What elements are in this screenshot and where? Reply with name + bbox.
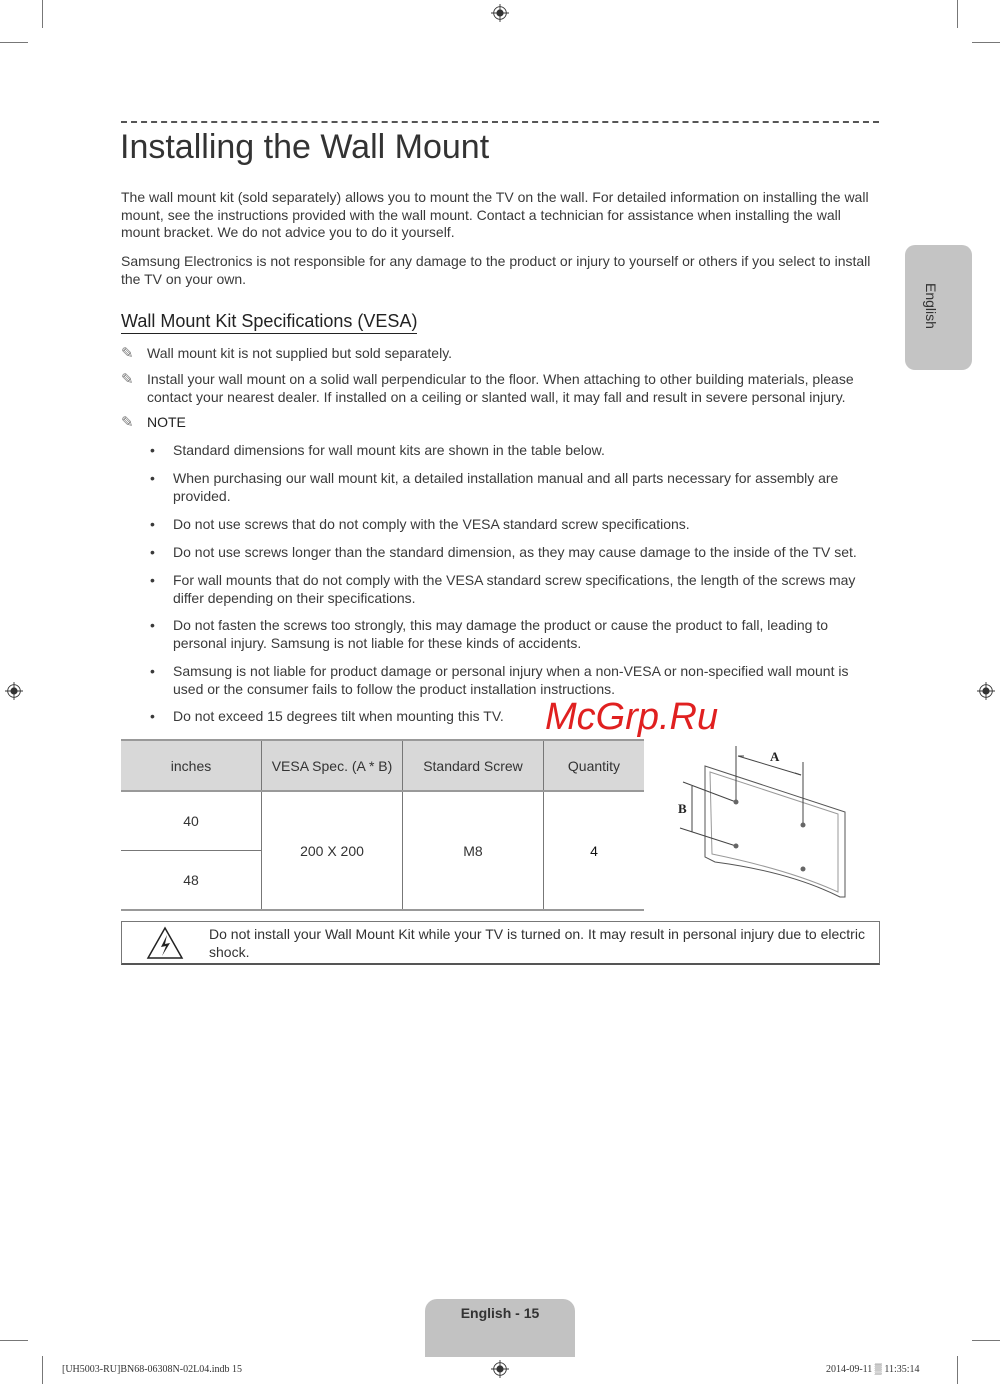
crop-mark	[0, 42, 28, 43]
print-slug-date: 2014-09-11 ▒ 11:35:14	[826, 1364, 920, 1375]
vesa-cell: 200 X 200	[262, 791, 403, 910]
warning-text: Do not install your Wall Mount Kit while your TV is turned on. It may result in personal injury due to electric shock.	[209, 926, 865, 960]
crop-mark	[957, 1356, 958, 1384]
bullet-item: • Samsung is not liable for product damage or personal injury when a non-VESA or non-specified wall mount is used or the consumer fails to follow the product installation instructions.	[150, 663, 878, 698]
bullet-text: When purchasing our wall mount kit, a detailed installation manual and all parts necessary for assembly are provided.	[173, 470, 839, 504]
intro-paragraph: Samsung Electronics is not responsible for any damage to the product or injury to yourself or others if you select to install the TV on your own.	[121, 253, 871, 287]
note-text: Install your wall mount on a solid wall perpendicular to the floor. When attaching to other building materials, please contact your nearest dealer. If installed on a ceiling or slanted wall, it may fall and result in severe personal injury.	[147, 371, 854, 405]
column-header: VESA Spec. (A * B)	[262, 740, 403, 791]
size-cell: 40	[121, 791, 262, 851]
bullet-item: • Do not use screws that do not comply with the VESA standard screw specifications.	[150, 516, 878, 534]
bullet-item: • Do not use screws longer than the standard dimension, as they may cause damage to the inside of the TV set.	[150, 544, 878, 562]
crop-mark	[42, 1356, 43, 1384]
note-label: NOTE	[147, 414, 186, 430]
vesa-spec-table	[121, 739, 644, 911]
label-b: B	[678, 801, 687, 816]
bullet-text: Standard dimensions for wall mount kits are shown in the table below.	[173, 442, 605, 458]
page-number: English - 15	[460, 1305, 540, 1321]
intro-paragraph: The wall mount kit (sold separately) allows you to mount the TV on the wall. For detailed information on installing the wall mount, see the instructions provided with the wall mount. Contact a technician for assistance when installing the wall mount bracket. We do not advice you to do it yourself.	[121, 189, 869, 241]
pencil-note-icon: ✎	[121, 414, 134, 431]
language-tab	[905, 245, 972, 370]
column-header: Quantity	[544, 740, 645, 791]
bullet-item: • Do not fasten the screws too strongly, this may damage the product or cause the product to fall, leading to personal injury. Samsung is not liable for these kinds of accidents.	[150, 617, 878, 652]
bullet-item: • For wall mounts that do not comply with the VESA standard screw specifications, the length of the screws may differ depending on their specifications.	[150, 572, 878, 607]
crop-mark	[972, 1340, 1000, 1341]
page-title: Installing the Wall Mount	[120, 128, 490, 166]
bullet-item: • When purchasing our wall mount kit, a detailed installation manual and all parts necessary for assembly are provided.	[150, 470, 878, 505]
note-item	[121, 371, 881, 406]
section-heading: Wall Mount Kit Specifications (VESA)	[121, 311, 417, 334]
note-heading	[121, 414, 881, 432]
tv-vesa-diagram	[670, 742, 855, 902]
registration-mark-icon	[977, 682, 995, 700]
dashed-divider	[121, 121, 879, 123]
bullet-item: • Standard dimensions for wall mount kits are shown in the table below.	[150, 442, 878, 460]
column-header: Standard Screw	[403, 740, 544, 791]
registration-mark-icon	[491, 1360, 509, 1378]
page-number-tab	[425, 1299, 575, 1357]
crop-mark	[42, 0, 43, 28]
bullet-item: • Do not exceed 15 degrees tilt when mounting this TV.	[150, 708, 510, 726]
crop-mark	[957, 0, 958, 28]
crop-mark	[972, 42, 1000, 43]
pencil-note-icon: ✎	[121, 345, 134, 362]
registration-mark-icon	[491, 4, 509, 22]
watermark: McGrp.Ru	[545, 696, 719, 738]
table-row	[121, 791, 644, 851]
warning-box	[121, 921, 880, 965]
bullet-text: Do not use screws that do not comply with the VESA standard screw specifications.	[173, 516, 690, 532]
note-text: Wall mount kit is not supplied but sold separately.	[147, 345, 453, 361]
registration-mark-icon	[5, 682, 23, 700]
bullet-text: Do not fasten the screws too strongly, this may damage the product or cause the product to fall, leading to personal injury. Samsung is not liable for these kinds of accidents.	[173, 617, 828, 651]
language-tab-label: English	[923, 283, 939, 329]
print-slug-file: [UH5003-RU]BN68-06308N-02L04.indb 15	[62, 1364, 242, 1375]
quantity-cell: 4	[544, 791, 645, 910]
electric-shock-warning-icon	[146, 926, 184, 960]
note-item	[121, 345, 881, 363]
size-cell: 48	[121, 851, 262, 911]
bullet-text: Do not exceed 15 degrees tilt when mounting this TV.	[173, 708, 504, 724]
bullet-text: Do not use screws longer than the standard dimension, as they may cause damage to the inside of the TV set.	[173, 544, 857, 560]
column-header: inches	[121, 740, 262, 791]
crop-mark	[0, 1340, 28, 1341]
label-a: A	[770, 749, 780, 764]
bullet-text: For wall mounts that do not comply with the VESA standard screw specifications, the length of the screws may differ depending on their specifications.	[173, 572, 856, 606]
pencil-note-icon: ✎	[121, 371, 134, 388]
screw-cell: M8	[403, 791, 544, 910]
bullet-text: Samsung is not liable for product damage or personal injury when a non-VESA or non-specified wall mount is used or the consumer fails to follow the product installation instructions.	[173, 663, 849, 697]
table-header-row	[121, 740, 644, 791]
